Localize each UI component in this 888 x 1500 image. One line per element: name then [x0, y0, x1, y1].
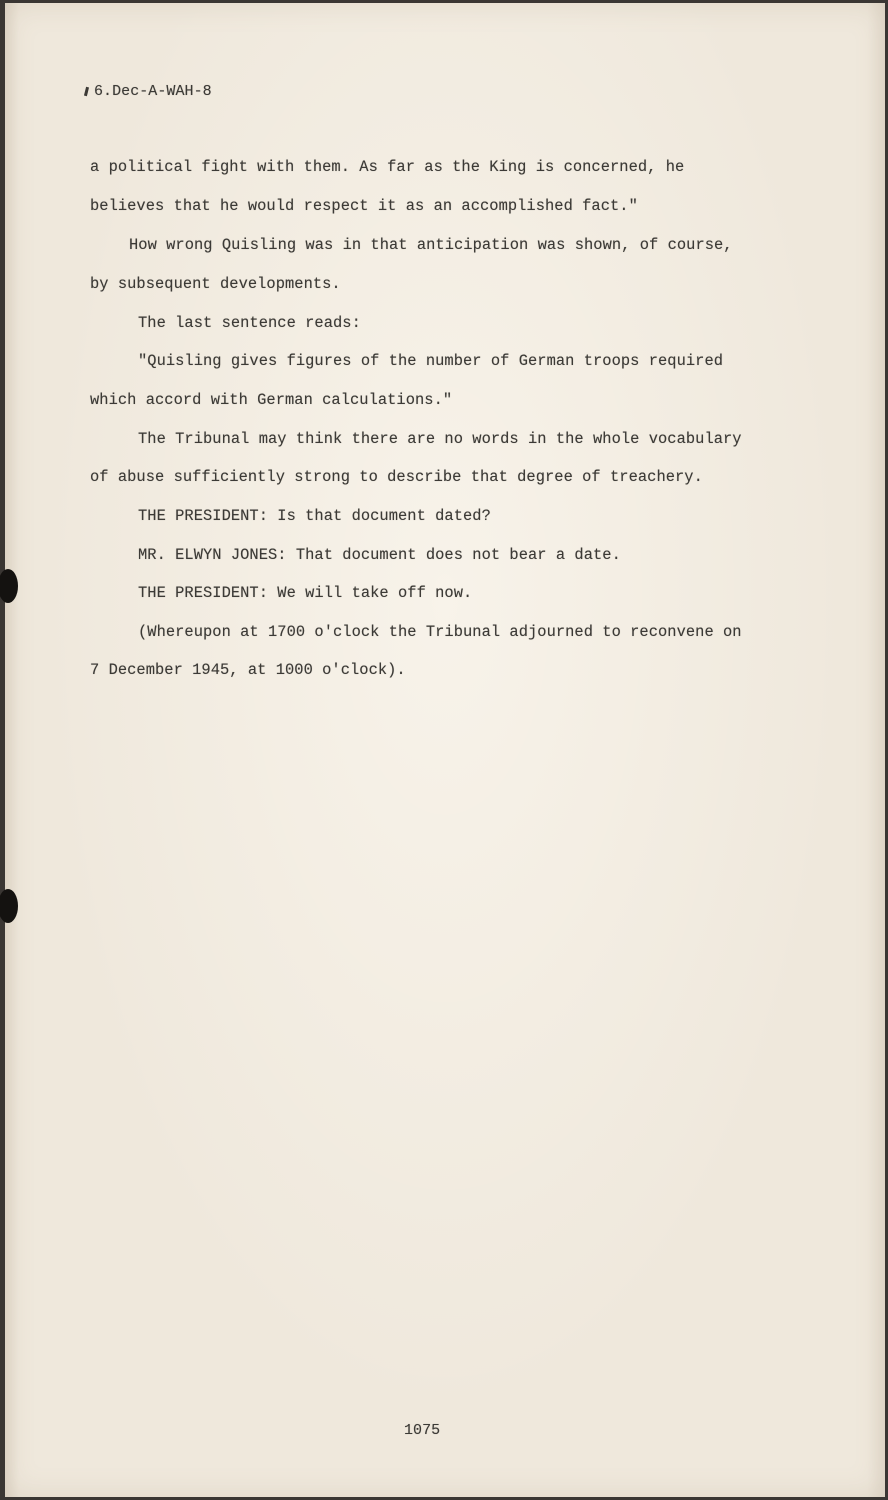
- speaker-line: THE PRESIDENT: Is that document dated?: [138, 507, 491, 525]
- text-line: "Quisling gives figures of the number of German troops required: [138, 352, 724, 370]
- text-line: The last sentence reads:: [138, 314, 361, 332]
- text-line: How wrong Quisling was in that anticipation was shown, of course,: [129, 236, 733, 254]
- text-line: (Whereupon at 1700 o'clock the Tribunal adjourned to reconvene on: [138, 623, 742, 641]
- text-line: which accord with German calculations.": [90, 391, 453, 409]
- text-line: a political fight with them. As far as the King is concerned, he: [90, 158, 685, 176]
- page-number: 1075: [404, 1422, 441, 1439]
- speaker-line: THE PRESIDENT: We will take off now.: [138, 584, 473, 602]
- punch-hole-lower: [0, 889, 18, 923]
- margin-mark-icon: [84, 87, 89, 96]
- text-line: of abuse sufficiently strong to describe that degree of treachery.: [90, 468, 703, 486]
- reference-code: 6.Dec-A-WAH-8: [94, 83, 212, 100]
- punch-hole-upper: [0, 569, 18, 603]
- text-line: by subsequent developments.: [90, 275, 341, 293]
- document-page: [5, 3, 885, 1497]
- text-line: The Tribunal may think there are no words in the whole vocabulary: [138, 430, 742, 448]
- speaker-line: MR. ELWYN JONES: That document does not bear a date.: [138, 546, 621, 564]
- text-line: believes that he would respect it as an accomplished fact.": [90, 197, 638, 215]
- text-line: 7 December 1945, at 1000 o'clock).: [90, 661, 406, 679]
- document-reference: [85, 83, 212, 100]
